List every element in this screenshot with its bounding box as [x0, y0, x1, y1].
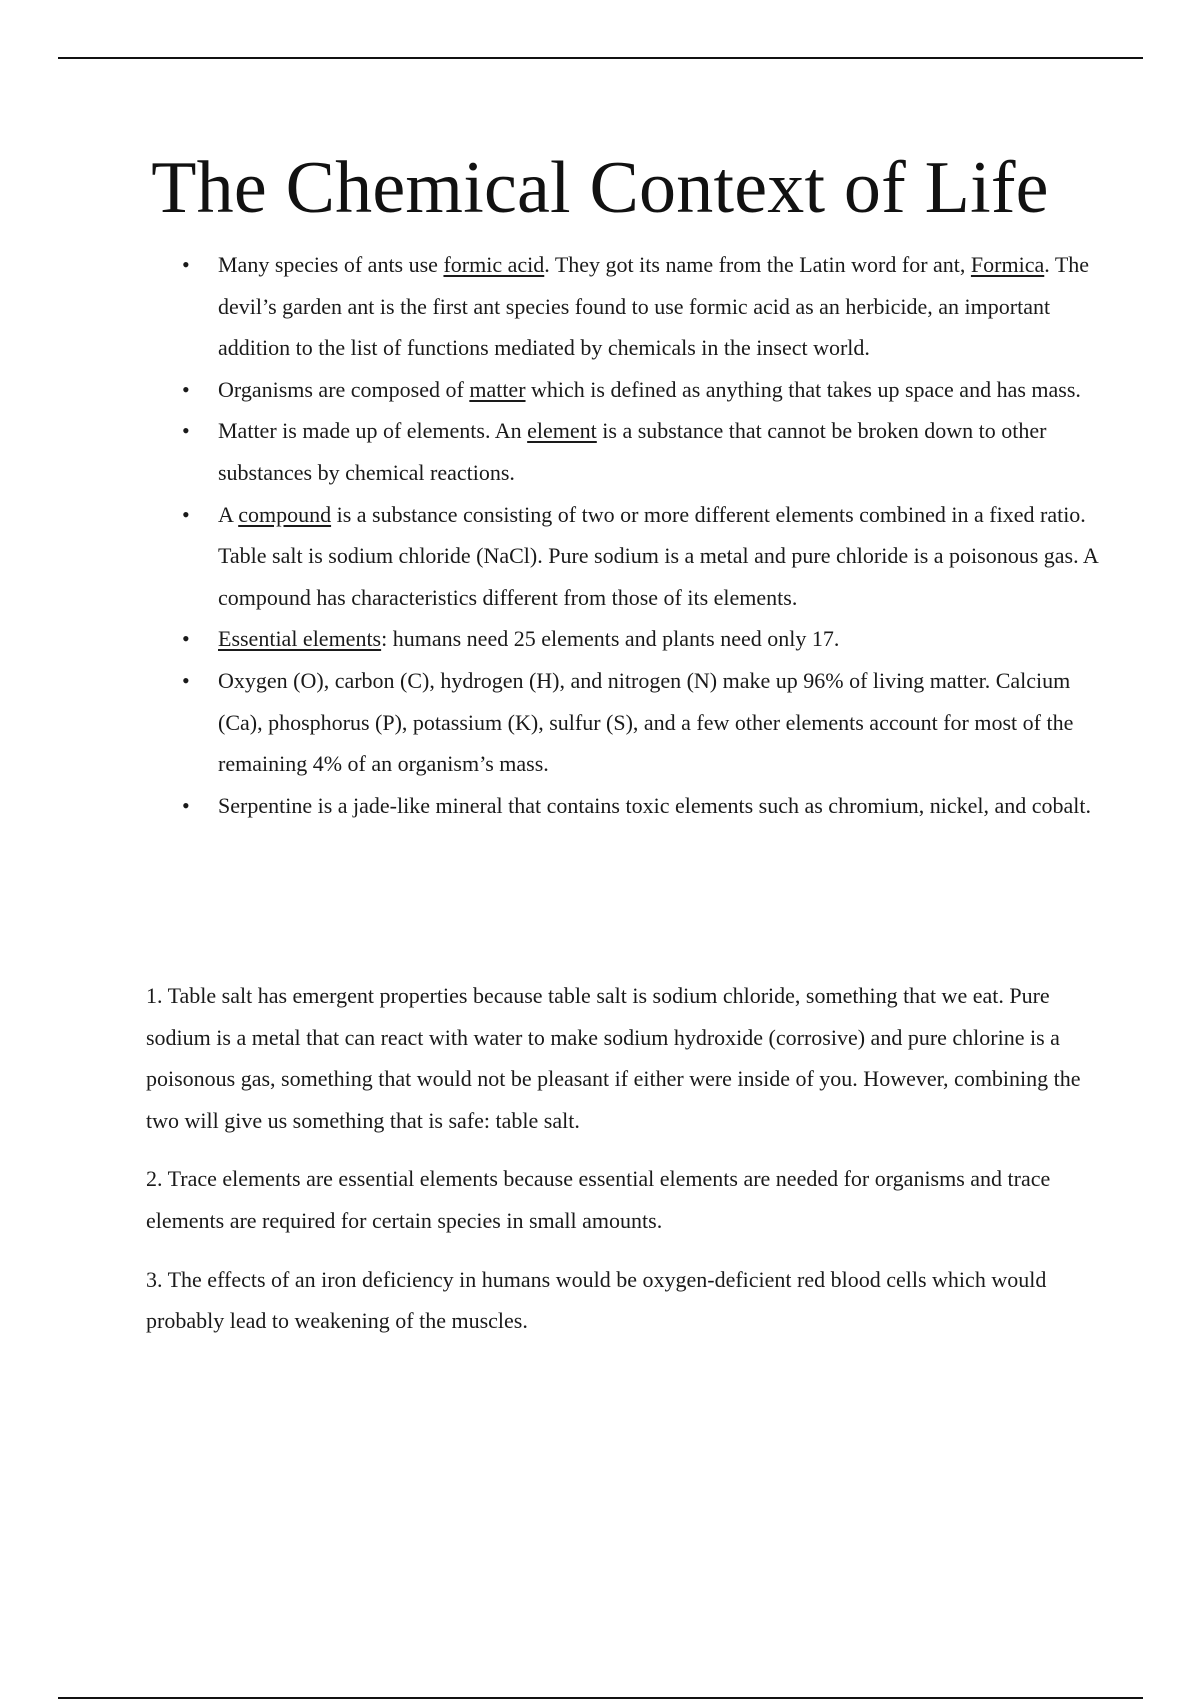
- bullet-icon: •: [182, 501, 190, 527]
- answer-paragraph-3: 3. The effects of an iron deficiency in humans would be oxygen-deficient red blood cells which would probably lead to weakening of the muscles.: [146, 1266, 1047, 1334]
- bullet-item-matter: [182, 369, 1098, 411]
- bullet-icon: •: [182, 376, 190, 402]
- bullet-text: . The devil’s garden ant is the first ant species found to use formic acid as an herbicide, an important addition to the list of functions mediated by chemicals in the insect world.: [218, 252, 1090, 361]
- bullet-text: which is defined as anything that takes up space and has mass.: [525, 376, 1081, 402]
- notes-bullet-list: [182, 244, 1098, 826]
- key-term: element: [527, 418, 597, 444]
- bullet-item-formic-acid: [182, 244, 1098, 369]
- bullet-text: is a substance that cannot be broken down to other substances by chemical reactions.: [218, 418, 1047, 485]
- bullet-text: Organisms are composed of: [218, 376, 470, 402]
- answer-paragraph-1: 1. Table salt has emergent properties because table salt is sodium chloride, something that we eat. Pure sodium is a metal that can react with water to make sodium hydroxide (corrosive) and pure chlorine is a poisonous gas, something that would not be pleasant if either were inside of you. However, combining the two will give us something that is safe: table salt.: [146, 983, 1081, 1133]
- bullet-text: . They got its name from the Latin word for ant,: [544, 252, 971, 277]
- bullet-icon: •: [182, 792, 190, 818]
- bullet-text: Matter is made up of elements. An: [218, 418, 528, 444]
- bullet-item-serpentine: [182, 785, 1098, 827]
- bullet-text: is a substance consisting of two or more different elements combined in a fixed ratio. Table salt is sodium chloride (NaCl). Pure sodium is a metal and pure chloride is a poisonous gas. A compound has characteristics different from those of its elements.: [218, 501, 1098, 610]
- bottom-rule: [58, 1697, 1143, 1699]
- bullet-icon: •: [182, 252, 190, 277]
- bullet-item-essential-elements: [182, 618, 1098, 660]
- bullet-item-living-matter: [182, 660, 1098, 785]
- key-term: Essential elements: [218, 626, 382, 652]
- bullet-icon: •: [182, 626, 190, 652]
- bullet-text: Many species of ants use: [218, 252, 444, 277]
- key-term: formic acid: [443, 252, 545, 277]
- key-term: compound: [238, 501, 332, 527]
- key-term: matter: [469, 376, 526, 402]
- bullet-text: Serpentine is a jade-like mineral that contains toxic elements such as chromium, nickel, and cobalt.: [218, 792, 1092, 818]
- answer-paragraph-2: 2. Trace elements are essential elements because essential elements are needed for organisms and trace elements are required for certain species in small amounts.: [146, 1166, 1051, 1233]
- bullet-text: A: [218, 501, 239, 527]
- bullet-text: Oxygen (O), carbon (C), hydrogen (H), and nitrogen (N) make up 96% of living matter. Calcium (Ca), phosphorus (P), potassium (K), sulfur (S), and a few other elements account for most of the remaining 4% of an organism’s mass.: [218, 667, 1074, 777]
- key-term: Formica: [970, 252, 1045, 277]
- answers-section: [146, 975, 1096, 1359]
- top-rule: [58, 57, 1143, 59]
- page-title: The Chemical Context of Life: [151, 147, 1049, 229]
- bullet-icon: •: [182, 418, 190, 444]
- bullet-item-element: [182, 410, 1098, 493]
- bullet-text: : humans need 25 elements and plants need only 17.: [381, 626, 840, 652]
- bullet-item-compound: [182, 494, 1098, 619]
- bullet-icon: •: [182, 667, 190, 693]
